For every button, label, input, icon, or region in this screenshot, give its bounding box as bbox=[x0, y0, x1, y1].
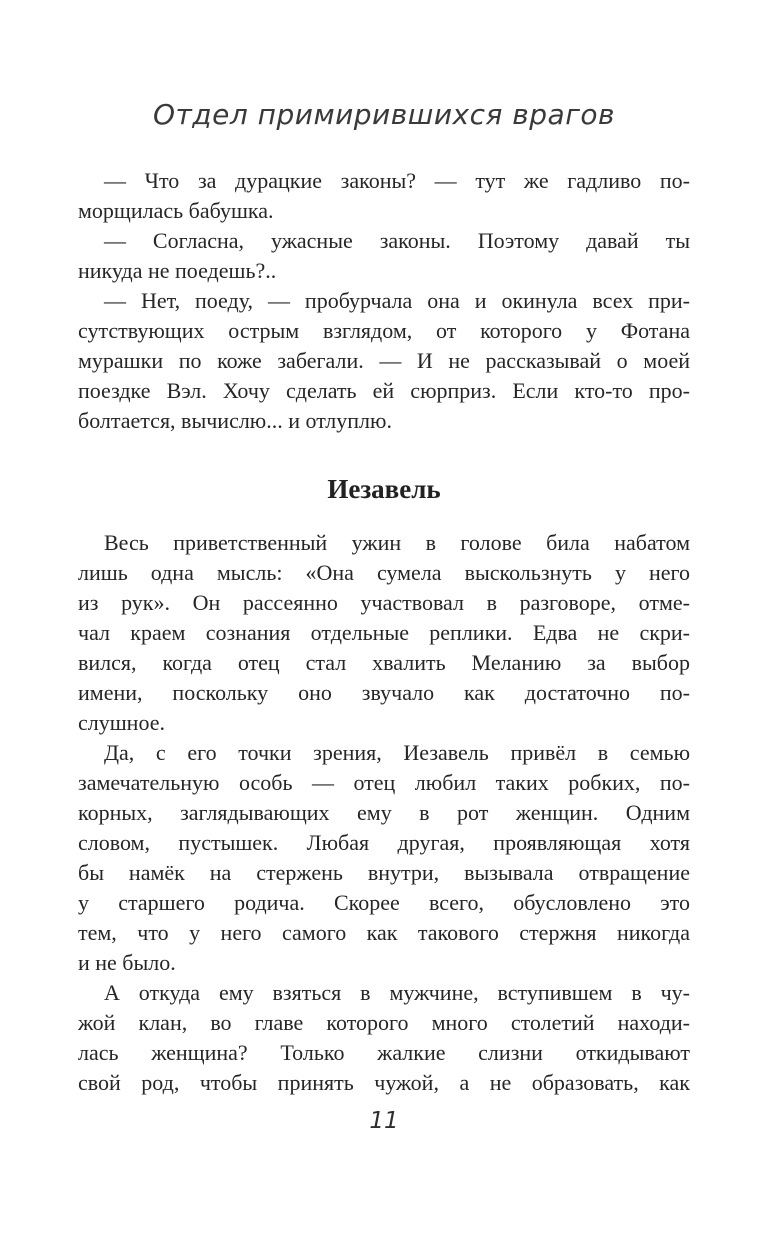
chapter-running-title: Отдел примирившихся врагов bbox=[152, 98, 616, 131]
text-line: Да, с его точки зрения, Иезавель привёл в семью bbox=[104, 740, 690, 765]
text-line: словом, пустышек. Любая другая, проявляющая хотя bbox=[78, 830, 690, 855]
text-line: слушное. bbox=[78, 710, 165, 735]
paragraph bbox=[78, 286, 690, 436]
text-line: корных, заглядывающих ему в рот женщин. Одним bbox=[78, 800, 690, 825]
section-heading: Иезавель bbox=[327, 474, 441, 504]
text-line: свой род, чтобы принять чужой, а не образовать, как bbox=[78, 1070, 690, 1095]
paragraph bbox=[78, 978, 690, 1098]
text-line: у старшего родича. Скорее всего, обусловлено это bbox=[78, 890, 690, 915]
page-number: 11 bbox=[369, 1108, 399, 1134]
text-line: бы намёк на стержень внутри, вызывала отвращение bbox=[78, 860, 690, 885]
paragraph bbox=[78, 226, 690, 286]
text-line: из рук». Он рассеянно участвовал в разговоре, отме- bbox=[78, 590, 690, 615]
text-line: болтается, вычислю... и отлуплю. bbox=[78, 408, 392, 433]
text-line: А откуда ему взяться в мужчине, вступившем в чу- bbox=[104, 980, 690, 1005]
text-line: тем, что у него самого как такового стержня никогда bbox=[78, 920, 690, 945]
text-line: имени, поскольку оно звучало как достаточно по- bbox=[78, 680, 690, 705]
text-line: чал краем сознания отдельные реплики. Едва не скри- bbox=[78, 620, 690, 645]
text-line: морщилась бабушка. bbox=[78, 198, 274, 223]
text-line: мурашки по коже забегали. — И не рассказывай о моей bbox=[78, 348, 690, 373]
paragraph bbox=[78, 738, 690, 978]
paragraph bbox=[78, 166, 690, 226]
text-line: лась женщина? Только жалкие слизни откидывают bbox=[78, 1040, 690, 1065]
paragraph bbox=[78, 528, 690, 738]
text-sections bbox=[78, 166, 690, 1098]
text-line: — Нет, поеду, — пробурчала она и окинула всех при- bbox=[104, 288, 690, 313]
text-line: и не было. bbox=[78, 950, 176, 975]
text-line: никуда не поедешь?.. bbox=[78, 258, 277, 283]
text-line: вился, когда отец стал хвалить Меланию за выбор bbox=[78, 650, 690, 675]
text-line: — Согласна, ужасные законы. Поэтому давай ты bbox=[104, 228, 690, 253]
text-line: Весь приветственный ужин в голове била набатом bbox=[104, 530, 690, 555]
text-line: лишь одна мысль: «Она сумела выскользнуть у него bbox=[78, 560, 690, 585]
text-line: сутствующих острым взглядом, от которого у Фотана bbox=[78, 318, 690, 343]
text-line: — Что за дурацкие законы? — тут же гадливо по- bbox=[104, 168, 690, 193]
text-line: поездке Вэл. Хочу сделать ей сюрприз. Если кто-то про- bbox=[78, 378, 690, 403]
text-line: замечательную особь — отец любил таких робких, по- bbox=[78, 770, 690, 795]
text-line: жой клан, во главе которого много столетий находи- bbox=[78, 1010, 690, 1035]
